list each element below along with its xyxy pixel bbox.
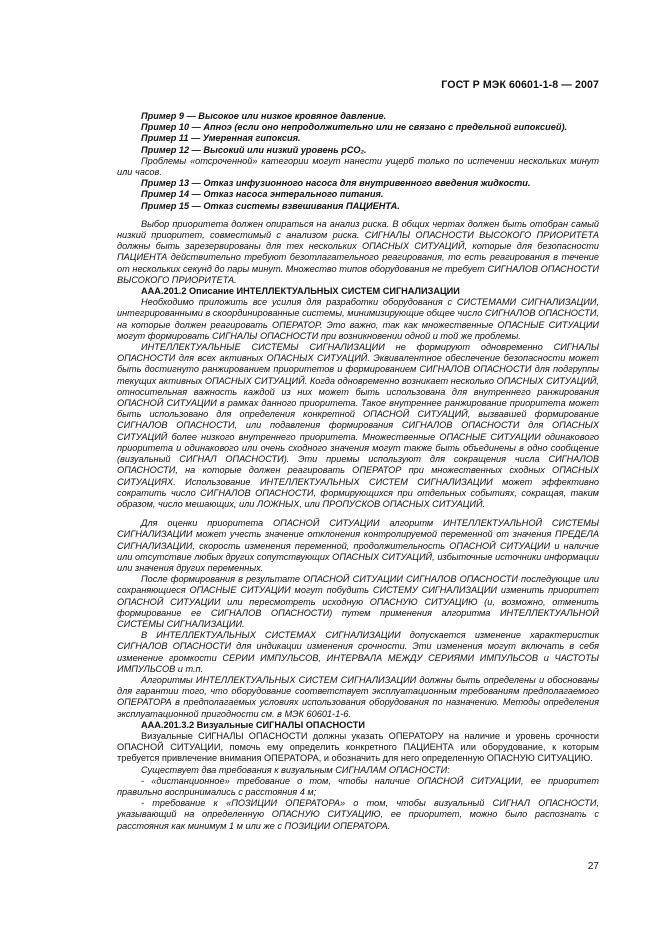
page-number: 27 [587, 861, 599, 872]
para-intelligent-1: Необходимо приложить все усилия для разработки оборудования с СИСТЕМАМИ СИГНАЛИЗАЦИИ, интегрированными в скоординированные системы, минимизирующие общее число СИГНАЛОВ ОПАСНОСТИ, на которые должен реагировать ОПЕРАТОР. Это важно, так как множественные ОПАСНЫЕ СИТУАЦИИ могут формировать СИГНАЛЫ ОПАСНОСТИ при возникновении одной и той же проблемы. [117, 297, 599, 341]
example-10: Пример 10 — Апноэ (если оно непродолжительно или не связано с предельной гипоксией). [141, 122, 568, 133]
requirement-operator-position: - требование к «ПОЗИЦИИ ОПЕРАТОРА» о том, чтобы визуальный СИГНАЛ ОПАСНОСТИ, указывающий на определенную ОПАСНУЮ СИТУАЦИЮ, ее приоритет, можно было распознать с расстояния как минимум 1 м или же с ПОЗИЦИИ ОПЕРАТОРА. [117, 798, 599, 831]
example-11: Пример 11 — Умеренная гипоксия. [141, 133, 301, 144]
para-priority-choice: Выбор приоритета должен опираться на анализ риска. В общих чертах должен быть отобран самый низкий приоритет, совместимый с анализом риска. СИГНАЛЫ ОПАСНОСТИ ВЫСОКОГО ПРИОРИТЕТА должны быть зарезервированы для тех нескольких ОПАСНЫХ СИТУАЦИЙ, которые для безопасности ПАЦИЕНТА действительно требуют безотлагательного реагирования, то есть реагирования в течение от нескольких секунд до пары минут. Множество типов оборудования не требует СИГНАЛОВ ОПАСНОСТИ ВЫСОКОГО ПРИОРИТЕТА. [117, 218, 599, 285]
example-14: Пример 14 — Отказ насоса энтерального питания. [141, 189, 384, 200]
para-intelligent-6: Алгоритмы ИНТЕЛЛЕКТУАЛЬНЫХ СИСТЕМ СИГНАЛИЗАЦИИ должны быть определены и обоснованы для гарантии того, что оборудование соответствует эксплуатационным требованиям предполагаемого ОПЕРАТОРА в предполагаемых условиях использования оборудования по назначению. Методы определения эксплуатационной пригодности см. в МЭК 60601-1-6. [117, 674, 599, 719]
para-intelligent-4: После формирования в результате ОПАСНОЙ СИТУАЦИИ СИГНАЛОВ ОПАСНОСТИ последующие или сохраняющиеся ОПАСНЫЕ СИТУАЦИИ могут побудить СИСТЕМУ СИГНАЛИЗАЦИИ изменить приоритет ОПАСНОЙ СИТУАЦИИ или пересмотреть исходную ОПАСНУЮ СИТУАЦИЮ (и, возможно, отменить формирование ее СИГНАЛОВ ОПАСНОСТИ) путем применения алгоритма ИНТЕЛЛЕКТУАЛЬНОЙ СИСТЕМЫ СИГНАЛИЗАЦИИ. [117, 574, 599, 629]
example-15: Пример 15 — Отказ системы взвешивания ПАЦИЕНТА. [141, 200, 400, 211]
para-intelligent-2: ИНТЕЛЛЕКТУАЛЬНЫЕ СИСТЕМЫ СИГНАЛИЗАЦИИ не формируют одновременно СИГНАЛЫ ОПАСНОСТИ для всех активных ОПАСНЫХ СИТУАЦИЙ. Эквивалентное обеспечение безопасности может быть достигнуто ранжированием приоритетов и формированием СИГНАЛОВ ОПАСНОСТИ для подгруппы текущих активных ОПАСНЫХ СИТУАЦИЙ. Когда одновременно возникает несколько ОПАСНЫХ СИТУАЦИЙ, относительная важность каждой из них может быть использована для внутреннего ранжирования ОПАСНОЙ СИТУАЦИИ в рамках данного приоритета. Такое внутреннее ранжирование приоритета может быть использовано для определения конкретной ОПАСНОЙ СИТУАЦИЙ, вызвавшей формирование СИГНАЛОВ ОПАСНОСТИ, или подавления формирования СИГНАЛОВ ОПАСНОСТИ для ОПАСНЫХ СИТУАЦИЙ более низкого внутреннего приоритета. Множественные ОПАСНЫЕ СИТУАЦИИ одинакового приоритета и одинакового или очень сходного значения могут также быть объединены в одно сообщение (визуальный СИГНАЛ ОПАСНОСТИ). Эти приемы используют для сокращения числа СИГНАЛОВ ОПАСНОСТИ, на которые должен реагировать ОПЕРАТОР при множественных сходных ОПАСНЫХ СИТУАЦИЯХ. Использование ИНТЕЛЛЕКТУАЛЬНЫХ СИСТЕМ СИГНАЛИЗАЦИИ может эффективно сократить число СИГНАЛОВ ОПАСНОСТИ, формирующихся при отдельных событиях, сокращая, таким образом, число мешающих, или ЛОЖНЫХ, или ПРОПУСКОВ ОПАСНЫХ СИТУАЦИЙ. [117, 342, 599, 509]
para-requirements-intro: Существует два требования к визуальным СИГНАЛАМ ОПАСНОСТИ: [141, 764, 450, 775]
section-heading-aaa-201-2: ААА.201.2 Описание ИНТЕЛЛЕКТУАЛЬНЫХ СИСТЕМ СИГНАЛИЗАЦИИ [141, 286, 460, 297]
requirement-distance: - «дистанционное» требование о том, чтобы наличие ОПАСНОЙ СИТУАЦИИ, ее приоритет правильно воспринимались с расстояния 4 м; [117, 775, 599, 797]
note-deferred: Проблемы «отсроченной» категории могут нанести ущерб только по истечении нескольких минут или часов. [117, 155, 599, 178]
document-header: ГОСТ Р МЭК 60601-1-8 — 2007 [441, 79, 599, 91]
example-9: Пример 9 — Высокое или низкое кровяное давление. [141, 111, 387, 121]
example-13: Пример 13 — Отказ инфузионного насоса для внутривенного введения жидкости. [141, 178, 531, 189]
example-12: Пример 12 — Высокий или низкий уровень pCO₂. [141, 144, 367, 155]
para-intelligent-5: В ИНТЕЛЛЕКТУАЛЬНЫХ СИСТЕМАХ СИГНАЛИЗАЦИИ допускается изменение характеристик СИГНАЛОВ ОПАСНОСТИ для индикации изменения срочности. Эти изменения могут включать в себя изменение громкости СЕРИИ ИМПУЛЬСОВ, ИНТЕРВАЛА МЕЖДУ СЕРИЯМИ ИМПУЛЬСОВ и ЧАСТОТЫ ИМПУЛЬСОВ и т.п. [117, 630, 599, 674]
para-visual-intro: Визуальные СИГНАЛЫ ОПАСНОСТИ должны указать ОПЕРАТОРУ на наличие и уровень срочности ОПАСНОЙ СИТУАЦИИ, помочь ему определить конкретного ПАЦИЕНТА или оборудование, к которым требуется привлечение внимания ОПЕРАТОРА, и обозначить для него определенную ОПАСНУЮ СИТУАЦИЮ. [117, 730, 599, 764]
page-body [117, 111, 599, 832]
para-intelligent-3: Для оценки приоритета ОПАСНОЙ СИТУАЦИИ алгоритм ИНТЕЛЛЕКТУАЛЬНОЙ СИСТЕМЫ СИГНАЛИЗАЦИИ может учесть значение отклонения контролируемой переменной от значения ПРЕДЕЛА СИГНАЛИЗАЦИИ, скорость изменения переменной, продолжительность ОПАСНОЙ СИТУАЦИИ и наличие или отсутствие любых других сопутствующих ОПАСНЫХ СИТУАЦИЙ, избыточные источники информации или значения других переменных. [117, 518, 599, 573]
section-heading-aaa-201-3-2: ААА.201.3.2 Визуальные СИГНАЛЫ ОПАСНОСТИ [141, 719, 365, 730]
